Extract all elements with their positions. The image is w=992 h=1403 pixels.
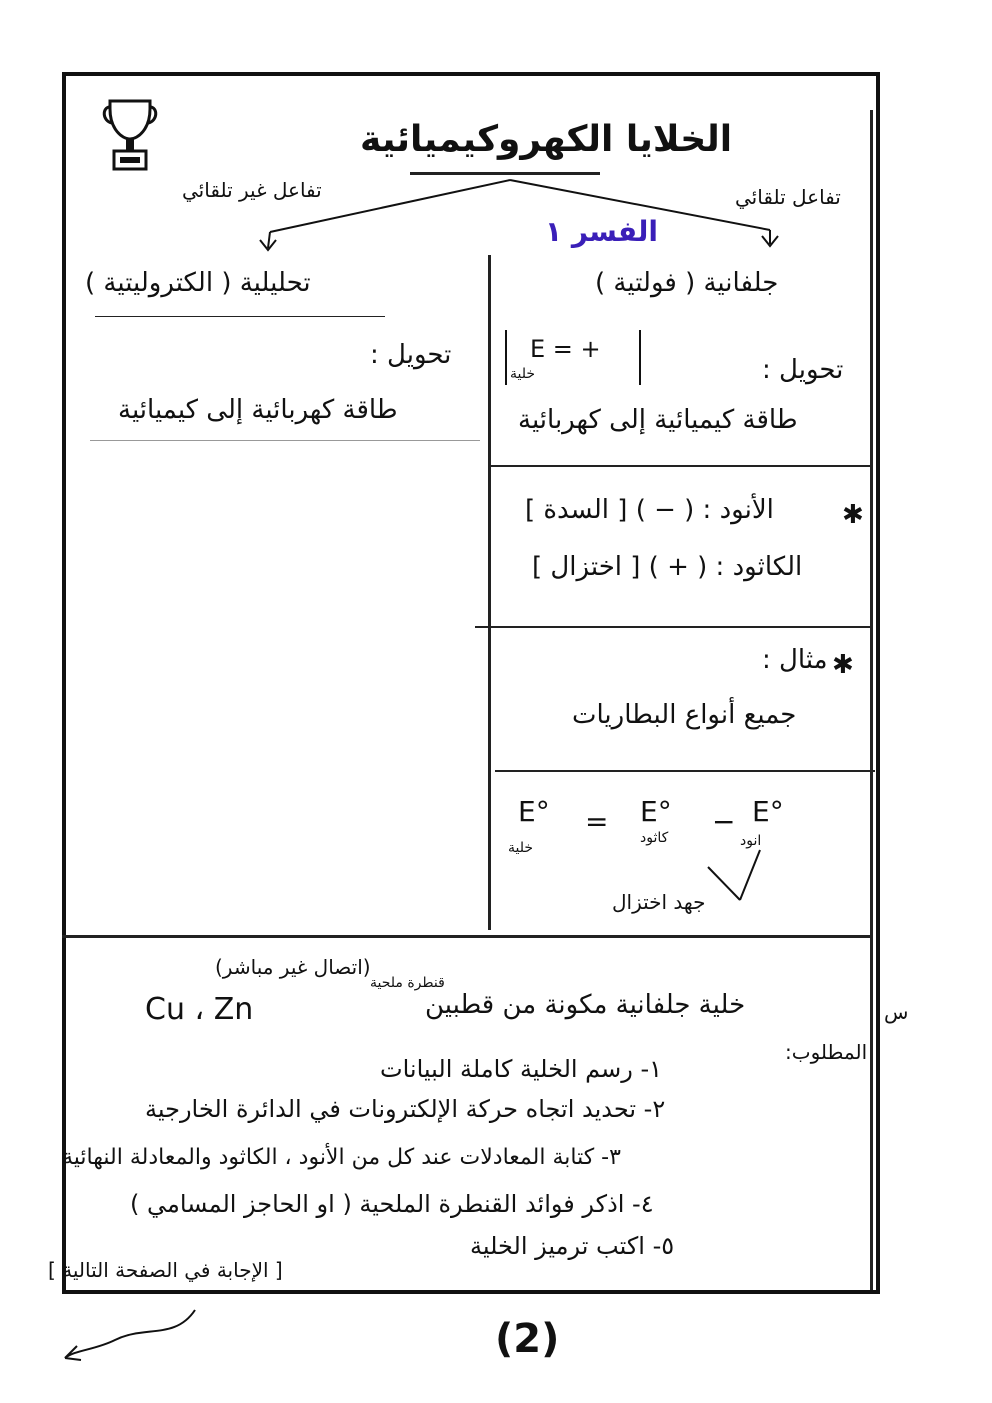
left-heading: تحليلية ( الكتروليتية ) [85,268,311,298]
example-text: جميع أنواع البطاريات [572,700,797,730]
question-note-small: قنطرة ملحية [370,975,445,991]
branch-left-label: تفاعل غير تلقائي [182,178,322,202]
question-item: ١- رسم الخلية كاملة البيانات [380,1055,663,1083]
eq-cell-sub: خلية [508,840,534,856]
left-conversion-label: تحويل : [370,340,452,370]
right-heading: جلفانية ( فولتية ) [595,268,779,298]
emf-sign: E = + [530,335,601,363]
eq-note-arrow [700,845,780,905]
question-metals: Cu ، Zn [145,992,254,1027]
eq-equals: = [585,805,609,838]
eq-cathode: E° [640,795,672,828]
row-separator-1 [490,465,870,467]
right-inner-border [870,110,873,1290]
right-conversion-text: طاقة كيميائية إلى كهربائية [518,405,798,435]
question-item: ٥- اكتب ترميز الخلية [470,1232,675,1260]
eq-cathode-sub: كاثود [640,830,669,846]
section-note: الفسر ١ [545,215,659,248]
example-star-icon: ✱ [832,650,854,680]
question-item: ٤- اذكر فوائد القنطرة الملحية ( او الحاجز المسامي ) [130,1190,654,1218]
question-item: ٣- كتابة المعادلات عند كل من الأنود ، الكاثود والمعادلة النهائية [62,1145,621,1170]
column-divider [488,255,491,930]
question-stem: خلية جلفانية مكونة من قطبين [425,990,746,1020]
question-marker: س [884,1000,909,1024]
left-text-underline [90,440,480,441]
right-conversion-label: تحويل : [762,355,844,385]
branch-arrows [230,170,790,260]
eq-cell: E° [518,795,550,828]
eq-anode-sub: انود [740,833,762,849]
cathode-row: الكاثود : ( + ) [ اختزال ] [532,552,803,582]
anode-star-icon: ✱ [842,500,864,530]
row-separator-2 [475,626,870,628]
question-note-above: (اتصال غير مباشر) [215,955,371,979]
page-title: الخلايا الكهروكيميائية [360,119,733,160]
emf-subscript: خلية [510,366,536,382]
eq-anode: E° [752,795,784,828]
question-divider [62,935,872,938]
example-label: مثال : [762,645,828,675]
question-item: ٢- تحديد اتجاه حركة الإلكترونات في الدائرة الخارجية [145,1095,666,1123]
eq-minus: − [712,805,736,838]
left-heading-underline [95,316,385,317]
eq-note: جهد اختزال [612,890,706,914]
left-conversion-text: طاقة كهربائية إلى كيميائية [118,395,398,425]
curl-arrow-icon [55,1300,205,1370]
row-separator-3 [495,770,875,772]
trophy-icon [100,95,160,175]
answer-note: [ الإجابة في الصفحة التالية ] [48,1258,283,1282]
required-label: المطلوب: [785,1040,868,1064]
anode-row: الأنود : ( − ) [ السدة ] [525,495,774,525]
page-number: (2) [495,1316,560,1362]
branch-right-label: تفاعل تلقائي [735,185,841,209]
